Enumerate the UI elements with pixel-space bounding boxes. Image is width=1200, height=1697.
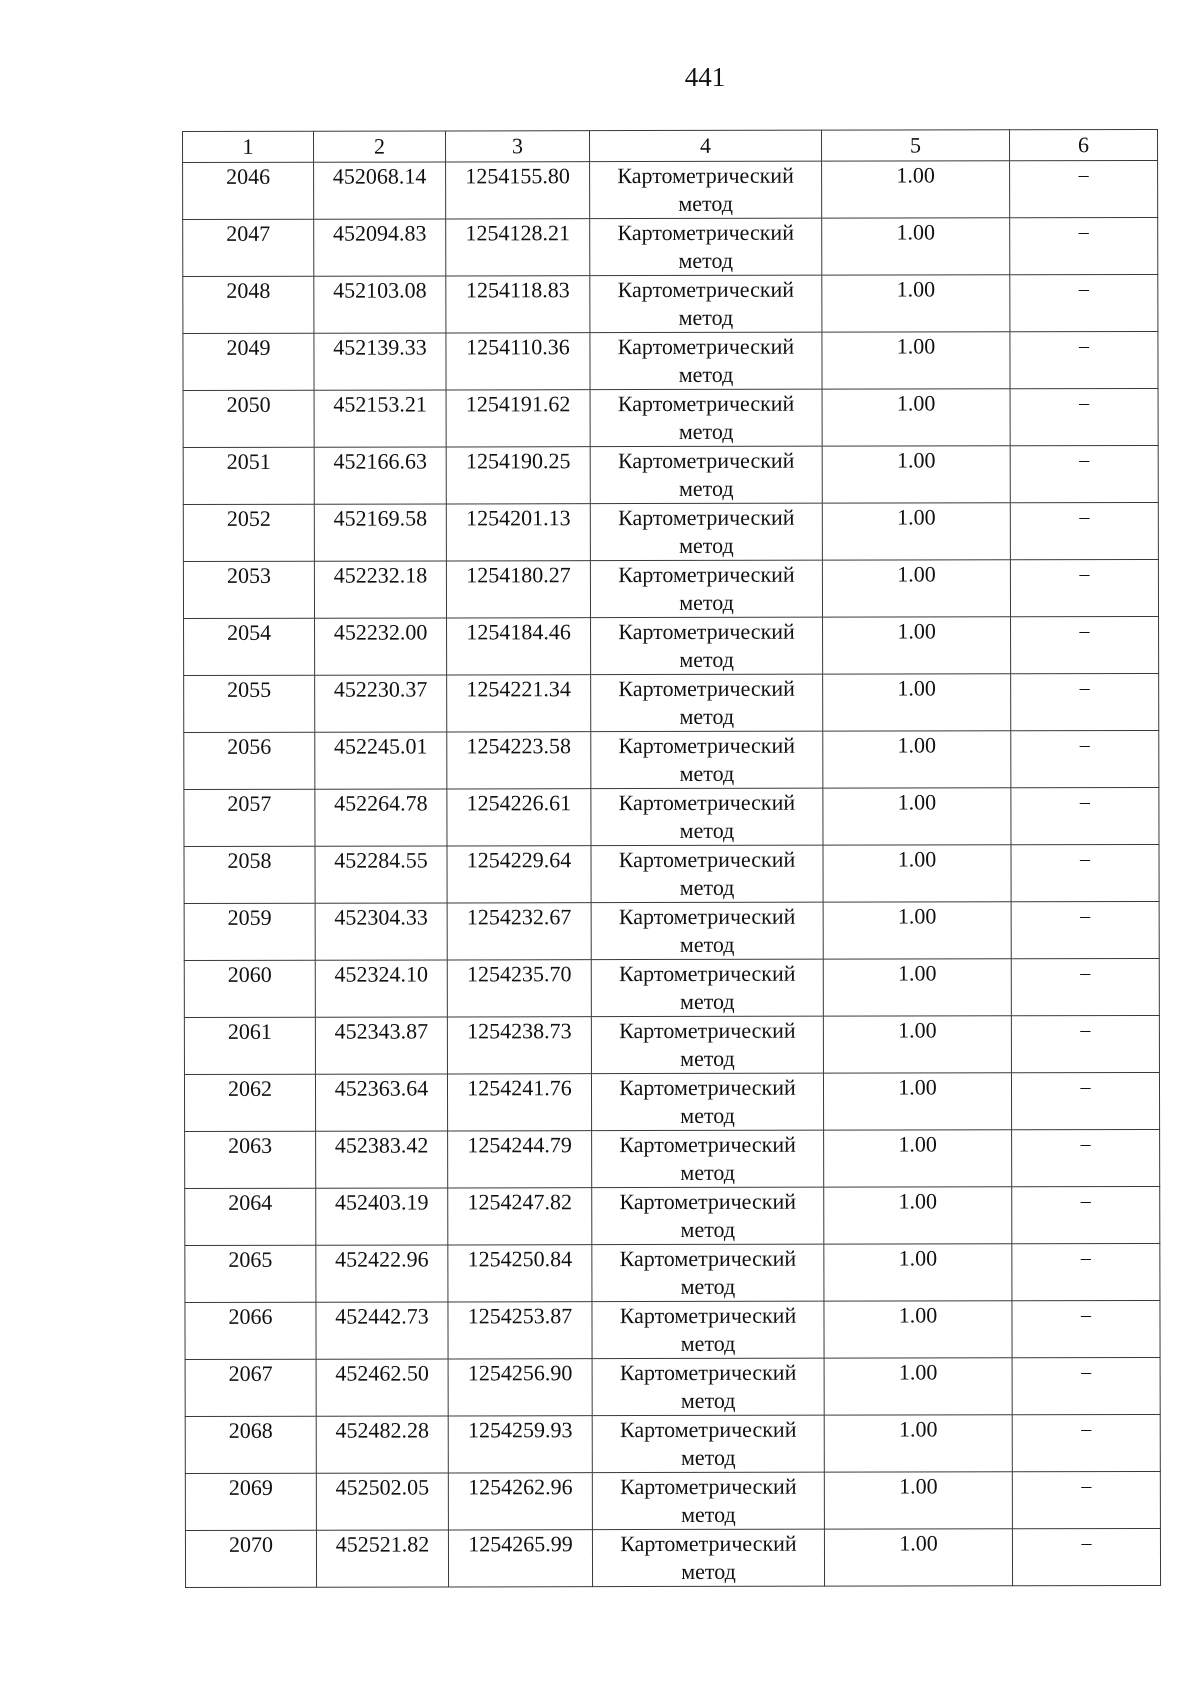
point-number-cell: 2056 <box>184 732 315 789</box>
x-coordinate-cell: 452103.08 <box>314 276 446 333</box>
note-cell: – <box>1011 1072 1159 1129</box>
y-coordinate-cell: 1254250.84 <box>448 1245 592 1302</box>
method-line-1: Картометрический <box>618 675 795 702</box>
y-coordinate-cell: 1254110.36 <box>446 333 590 390</box>
method-line-2: метод <box>681 1501 736 1527</box>
table-row <box>184 1072 1159 1131</box>
method-line-1: Картометрический <box>618 504 795 531</box>
table-row <box>185 1186 1160 1245</box>
note-cell: – <box>1012 1243 1160 1300</box>
method-line-2: метод <box>678 475 734 501</box>
note-cell: – <box>1011 901 1159 958</box>
note-cell: – <box>1010 445 1158 502</box>
method-line-2: метод <box>679 703 735 729</box>
method-line-1: Картометрический <box>618 960 796 987</box>
table-row <box>184 844 1159 903</box>
method-cell <box>592 1244 824 1301</box>
method-line-1: Картометрический <box>619 1131 796 1158</box>
point-number-cell: 2062 <box>184 1074 315 1131</box>
note-cell: – <box>1011 730 1159 787</box>
y-coordinate-cell: 1254221.34 <box>447 675 591 732</box>
header-row <box>183 129 1158 162</box>
y-coordinate-cell: 1254118.83 <box>446 276 590 333</box>
method-cell <box>591 788 823 845</box>
method-cell <box>591 959 823 1016</box>
point-number-cell: 2046 <box>183 162 314 219</box>
note-cell: – <box>1012 1129 1160 1186</box>
method-line-1: Картометрический <box>619 1245 797 1272</box>
y-coordinate-cell: 1254247.82 <box>448 1188 592 1245</box>
note-cell: – <box>1012 1357 1160 1414</box>
method-line-1: Картометрический <box>619 1017 796 1044</box>
method-cell <box>591 674 823 731</box>
method-line-1: Картометрический <box>619 1188 797 1215</box>
x-coordinate-cell: 452363.64 <box>315 1074 447 1131</box>
method-line-1: Картометрический <box>619 1359 797 1386</box>
method-line-2: метод <box>680 1102 735 1128</box>
point-number-cell: 2061 <box>184 1017 315 1074</box>
method-line-1: Картометрический <box>617 447 795 474</box>
column-header: 6 <box>1009 129 1157 160</box>
x-coordinate-cell: 452153.21 <box>314 390 446 447</box>
method-cell <box>592 1358 824 1415</box>
x-coordinate-cell: 452482.28 <box>316 1416 448 1473</box>
note-cell: – <box>1010 559 1158 616</box>
point-number-cell: 2049 <box>183 333 314 390</box>
method-line-1: Картометрический <box>618 732 796 759</box>
point-number-cell: 2054 <box>184 618 315 675</box>
note-cell: – <box>1011 844 1159 901</box>
method-cell <box>590 446 822 503</box>
note-cell: – <box>1011 673 1159 730</box>
table-row <box>185 1243 1160 1302</box>
method-line-2: метод <box>678 247 734 273</box>
note-cell: – <box>1010 388 1158 445</box>
table-row <box>185 1357 1160 1416</box>
accuracy-cell: 1.00 <box>823 845 1011 902</box>
method-line-2: метод <box>679 931 735 957</box>
note-cell: – <box>1010 160 1158 217</box>
accuracy-cell: 1.00 <box>824 1472 1012 1529</box>
accuracy-cell: 1.00 <box>823 1073 1011 1130</box>
table-row <box>184 673 1159 732</box>
column-header: 1 <box>183 131 314 162</box>
point-number-cell: 2060 <box>184 960 315 1017</box>
note-cell: – <box>1010 274 1158 331</box>
table-row <box>184 730 1159 789</box>
method-line-1: Картометрический <box>618 618 795 645</box>
x-coordinate-cell: 452343.87 <box>315 1017 447 1074</box>
column-header: 2 <box>314 131 446 162</box>
point-number-cell: 2070 <box>185 1530 316 1587</box>
accuracy-cell: 1.00 <box>824 1415 1012 1472</box>
x-coordinate-cell: 452169.58 <box>314 504 446 561</box>
accuracy-cell: 1.00 <box>824 1187 1012 1244</box>
point-number-cell: 2063 <box>185 1131 316 1188</box>
method-line-1: Картометрический <box>619 1074 796 1101</box>
x-coordinate-cell: 452166.63 <box>314 447 446 504</box>
note-cell: – <box>1011 1015 1159 1072</box>
point-number-cell: 2069 <box>185 1473 316 1530</box>
y-coordinate-cell: 1254232.67 <box>447 903 591 960</box>
accuracy-cell: 1.00 <box>823 674 1011 731</box>
x-coordinate-cell: 452230.37 <box>315 675 447 732</box>
method-line-2: метод <box>680 1159 735 1185</box>
method-cell <box>590 161 822 218</box>
method-cell <box>591 617 823 674</box>
accuracy-cell: 1.00 <box>822 503 1010 560</box>
method-cell <box>592 1415 824 1472</box>
method-line-2: метод <box>679 817 735 843</box>
accuracy-cell: 1.00 <box>822 332 1010 389</box>
x-coordinate-cell: 452232.18 <box>314 561 446 618</box>
table-row <box>185 1129 1160 1188</box>
table-row <box>184 958 1159 1017</box>
x-coordinate-cell: 452139.33 <box>314 333 446 390</box>
point-number-cell: 2053 <box>183 561 314 618</box>
note-cell: – <box>1010 331 1158 388</box>
accuracy-cell: 1.00 <box>823 902 1011 959</box>
x-coordinate-cell: 452304.33 <box>315 903 447 960</box>
method-line-2: метод <box>680 1330 736 1356</box>
table-row <box>185 1528 1160 1587</box>
table-row <box>183 559 1158 618</box>
point-number-cell: 2064 <box>185 1188 316 1245</box>
method-line-2: метод <box>680 1045 735 1071</box>
method-cell <box>591 731 823 788</box>
y-coordinate-cell: 1254128.21 <box>446 219 590 276</box>
note-cell: – <box>1011 787 1159 844</box>
y-coordinate-cell: 1254229.64 <box>447 846 591 903</box>
x-coordinate-cell: 452521.82 <box>316 1530 448 1587</box>
method-line-1: Картометрический <box>620 1473 797 1500</box>
method-line-1: Картометрический <box>618 846 796 873</box>
method-line-2: метод <box>679 532 734 558</box>
column-header: 3 <box>446 131 590 162</box>
accuracy-cell: 1.00 <box>822 389 1010 446</box>
accuracy-cell: 1.00 <box>822 446 1010 503</box>
coordinates-table <box>182 129 1161 1588</box>
point-number-cell: 2050 <box>183 390 314 447</box>
method-line-1: Картометрический <box>620 1530 797 1557</box>
y-coordinate-cell: 1254262.96 <box>448 1473 592 1530</box>
accuracy-cell: 1.00 <box>822 275 1010 332</box>
method-cell <box>592 1472 824 1529</box>
y-coordinate-cell: 1254201.13 <box>446 504 590 561</box>
method-line-1: Картометрический <box>618 789 796 816</box>
point-number-cell: 2067 <box>185 1359 316 1416</box>
y-coordinate-cell: 1254265.99 <box>448 1530 592 1587</box>
y-coordinate-cell: 1254253.87 <box>448 1302 592 1359</box>
y-coordinate-cell: 1254244.79 <box>448 1131 592 1188</box>
method-line-1: Картометрический <box>617 219 794 246</box>
note-cell: – <box>1012 1414 1160 1471</box>
accuracy-cell: 1.00 <box>824 1244 1012 1301</box>
method-cell <box>590 332 822 389</box>
point-number-cell: 2051 <box>183 447 314 504</box>
y-coordinate-cell: 1254190.25 <box>446 447 590 504</box>
method-cell <box>591 1073 823 1130</box>
x-coordinate-cell: 452264.78 <box>315 789 447 846</box>
accuracy-cell: 1.00 <box>822 161 1010 218</box>
table-header <box>183 129 1158 162</box>
note-cell: – <box>1010 217 1158 274</box>
x-coordinate-cell: 452403.19 <box>316 1188 448 1245</box>
method-line-2: метод <box>679 874 735 900</box>
point-number-cell: 2068 <box>185 1416 316 1473</box>
method-line-1: Картометрический <box>618 903 796 930</box>
method-cell <box>590 503 822 560</box>
x-coordinate-cell: 452094.83 <box>314 219 446 276</box>
method-line-2: метод <box>678 304 734 330</box>
accuracy-cell: 1.00 <box>824 1358 1012 1415</box>
point-number-cell: 2058 <box>184 846 315 903</box>
point-number-cell: 2059 <box>184 903 315 960</box>
method-cell <box>592 1187 824 1244</box>
point-number-cell: 2052 <box>183 504 314 561</box>
method-cell <box>590 560 822 617</box>
note-cell: – <box>1012 1186 1160 1243</box>
note-cell: – <box>1010 502 1158 559</box>
method-line-2: метод <box>678 418 734 444</box>
table-row <box>183 445 1158 504</box>
y-coordinate-cell: 1254226.61 <box>447 789 591 846</box>
table-row <box>183 217 1158 276</box>
x-coordinate-cell: 452068.14 <box>314 162 446 219</box>
accuracy-cell: 1.00 <box>824 1130 1012 1187</box>
method-line-2: метод <box>680 1273 736 1299</box>
y-coordinate-cell: 1254184.46 <box>447 618 591 675</box>
method-line-2: метод <box>680 1444 736 1470</box>
accuracy-cell: 1.00 <box>824 1529 1012 1586</box>
accuracy-cell: 1.00 <box>824 1301 1012 1358</box>
method-line-2: метод <box>680 988 735 1014</box>
method-cell <box>590 275 822 332</box>
x-coordinate-cell: 452502.05 <box>316 1473 448 1530</box>
method-line-1: Картометрический <box>619 1302 797 1329</box>
method-line-1: Картометрический <box>617 162 794 189</box>
point-number-cell: 2057 <box>184 789 315 846</box>
x-coordinate-cell: 452284.55 <box>315 846 447 903</box>
accuracy-cell: 1.00 <box>823 959 1011 1016</box>
method-line-1: Картометрический <box>619 1416 797 1443</box>
accuracy-cell: 1.00 <box>822 560 1010 617</box>
method-line-2: метод <box>678 361 734 387</box>
method-cell <box>591 902 823 959</box>
method-cell <box>592 1130 824 1187</box>
method-line-2: метод <box>679 760 735 786</box>
y-coordinate-cell: 1254238.73 <box>447 1017 591 1074</box>
y-coordinate-cell: 1254180.27 <box>446 561 590 618</box>
x-coordinate-cell: 452442.73 <box>316 1302 448 1359</box>
method-line-2: метод <box>680 1216 736 1242</box>
accuracy-cell: 1.00 <box>823 788 1011 845</box>
note-cell: – <box>1012 1300 1160 1357</box>
method-line-1: Картометрический <box>617 390 795 417</box>
table-row <box>185 1300 1160 1359</box>
y-coordinate-cell: 1254256.90 <box>448 1359 592 1416</box>
point-number-cell: 2048 <box>183 276 314 333</box>
accuracy-cell: 1.00 <box>822 218 1010 275</box>
point-number-cell: 2047 <box>183 219 314 276</box>
method-cell <box>590 218 822 275</box>
method-line-2: метод <box>681 1558 736 1584</box>
table-row <box>185 1414 1160 1473</box>
x-coordinate-cell: 452232.00 <box>315 618 447 675</box>
method-cell <box>591 1016 823 1073</box>
method-line-2: метод <box>679 589 734 615</box>
point-number-cell: 2066 <box>185 1302 316 1359</box>
method-cell <box>591 845 823 902</box>
method-line-1: Картометрический <box>617 333 795 360</box>
x-coordinate-cell: 452383.42 <box>316 1131 448 1188</box>
column-header: 4 <box>590 130 822 161</box>
x-coordinate-cell: 452245.01 <box>315 732 447 789</box>
y-coordinate-cell: 1254241.76 <box>447 1074 591 1131</box>
x-coordinate-cell: 452462.50 <box>316 1359 448 1416</box>
note-cell: – <box>1011 616 1159 673</box>
note-cell: – <box>1012 1528 1160 1585</box>
x-coordinate-cell: 452422.96 <box>316 1245 448 1302</box>
method-cell <box>592 1529 824 1586</box>
table-row <box>185 1471 1160 1530</box>
accuracy-cell: 1.00 <box>823 731 1011 788</box>
x-coordinate-cell: 452324.10 <box>315 960 447 1017</box>
point-number-cell: 2065 <box>185 1245 316 1302</box>
method-cell <box>592 1301 824 1358</box>
page-number: 441 <box>684 62 726 92</box>
y-coordinate-cell: 1254259.93 <box>448 1416 592 1473</box>
table-row <box>183 331 1158 390</box>
table-row <box>184 787 1159 846</box>
y-coordinate-cell: 1254191.62 <box>446 390 590 447</box>
table-body <box>183 160 1161 1587</box>
table-row <box>184 616 1159 675</box>
table-row <box>183 160 1158 219</box>
table-row <box>183 274 1158 333</box>
y-coordinate-cell: 1254235.70 <box>447 960 591 1017</box>
table-row <box>183 502 1158 561</box>
method-cell <box>590 389 822 446</box>
method-line-2: метод <box>680 1387 736 1413</box>
method-line-1: Картометрический <box>617 276 795 303</box>
table-row <box>183 388 1158 447</box>
y-coordinate-cell: 1254223.58 <box>447 732 591 789</box>
y-coordinate-cell: 1254155.80 <box>446 162 590 219</box>
accuracy-cell: 1.00 <box>823 1016 1011 1073</box>
accuracy-cell: 1.00 <box>823 617 1011 674</box>
column-header: 5 <box>821 130 1009 161</box>
table-row <box>184 901 1159 960</box>
method-line-2: метод <box>678 190 733 216</box>
note-cell: – <box>1011 958 1159 1015</box>
point-number-cell: 2055 <box>184 675 315 732</box>
table-row <box>184 1015 1159 1074</box>
method-line-1: Картометрический <box>618 561 795 588</box>
method-line-2: метод <box>679 646 734 672</box>
note-cell: – <box>1012 1471 1160 1528</box>
